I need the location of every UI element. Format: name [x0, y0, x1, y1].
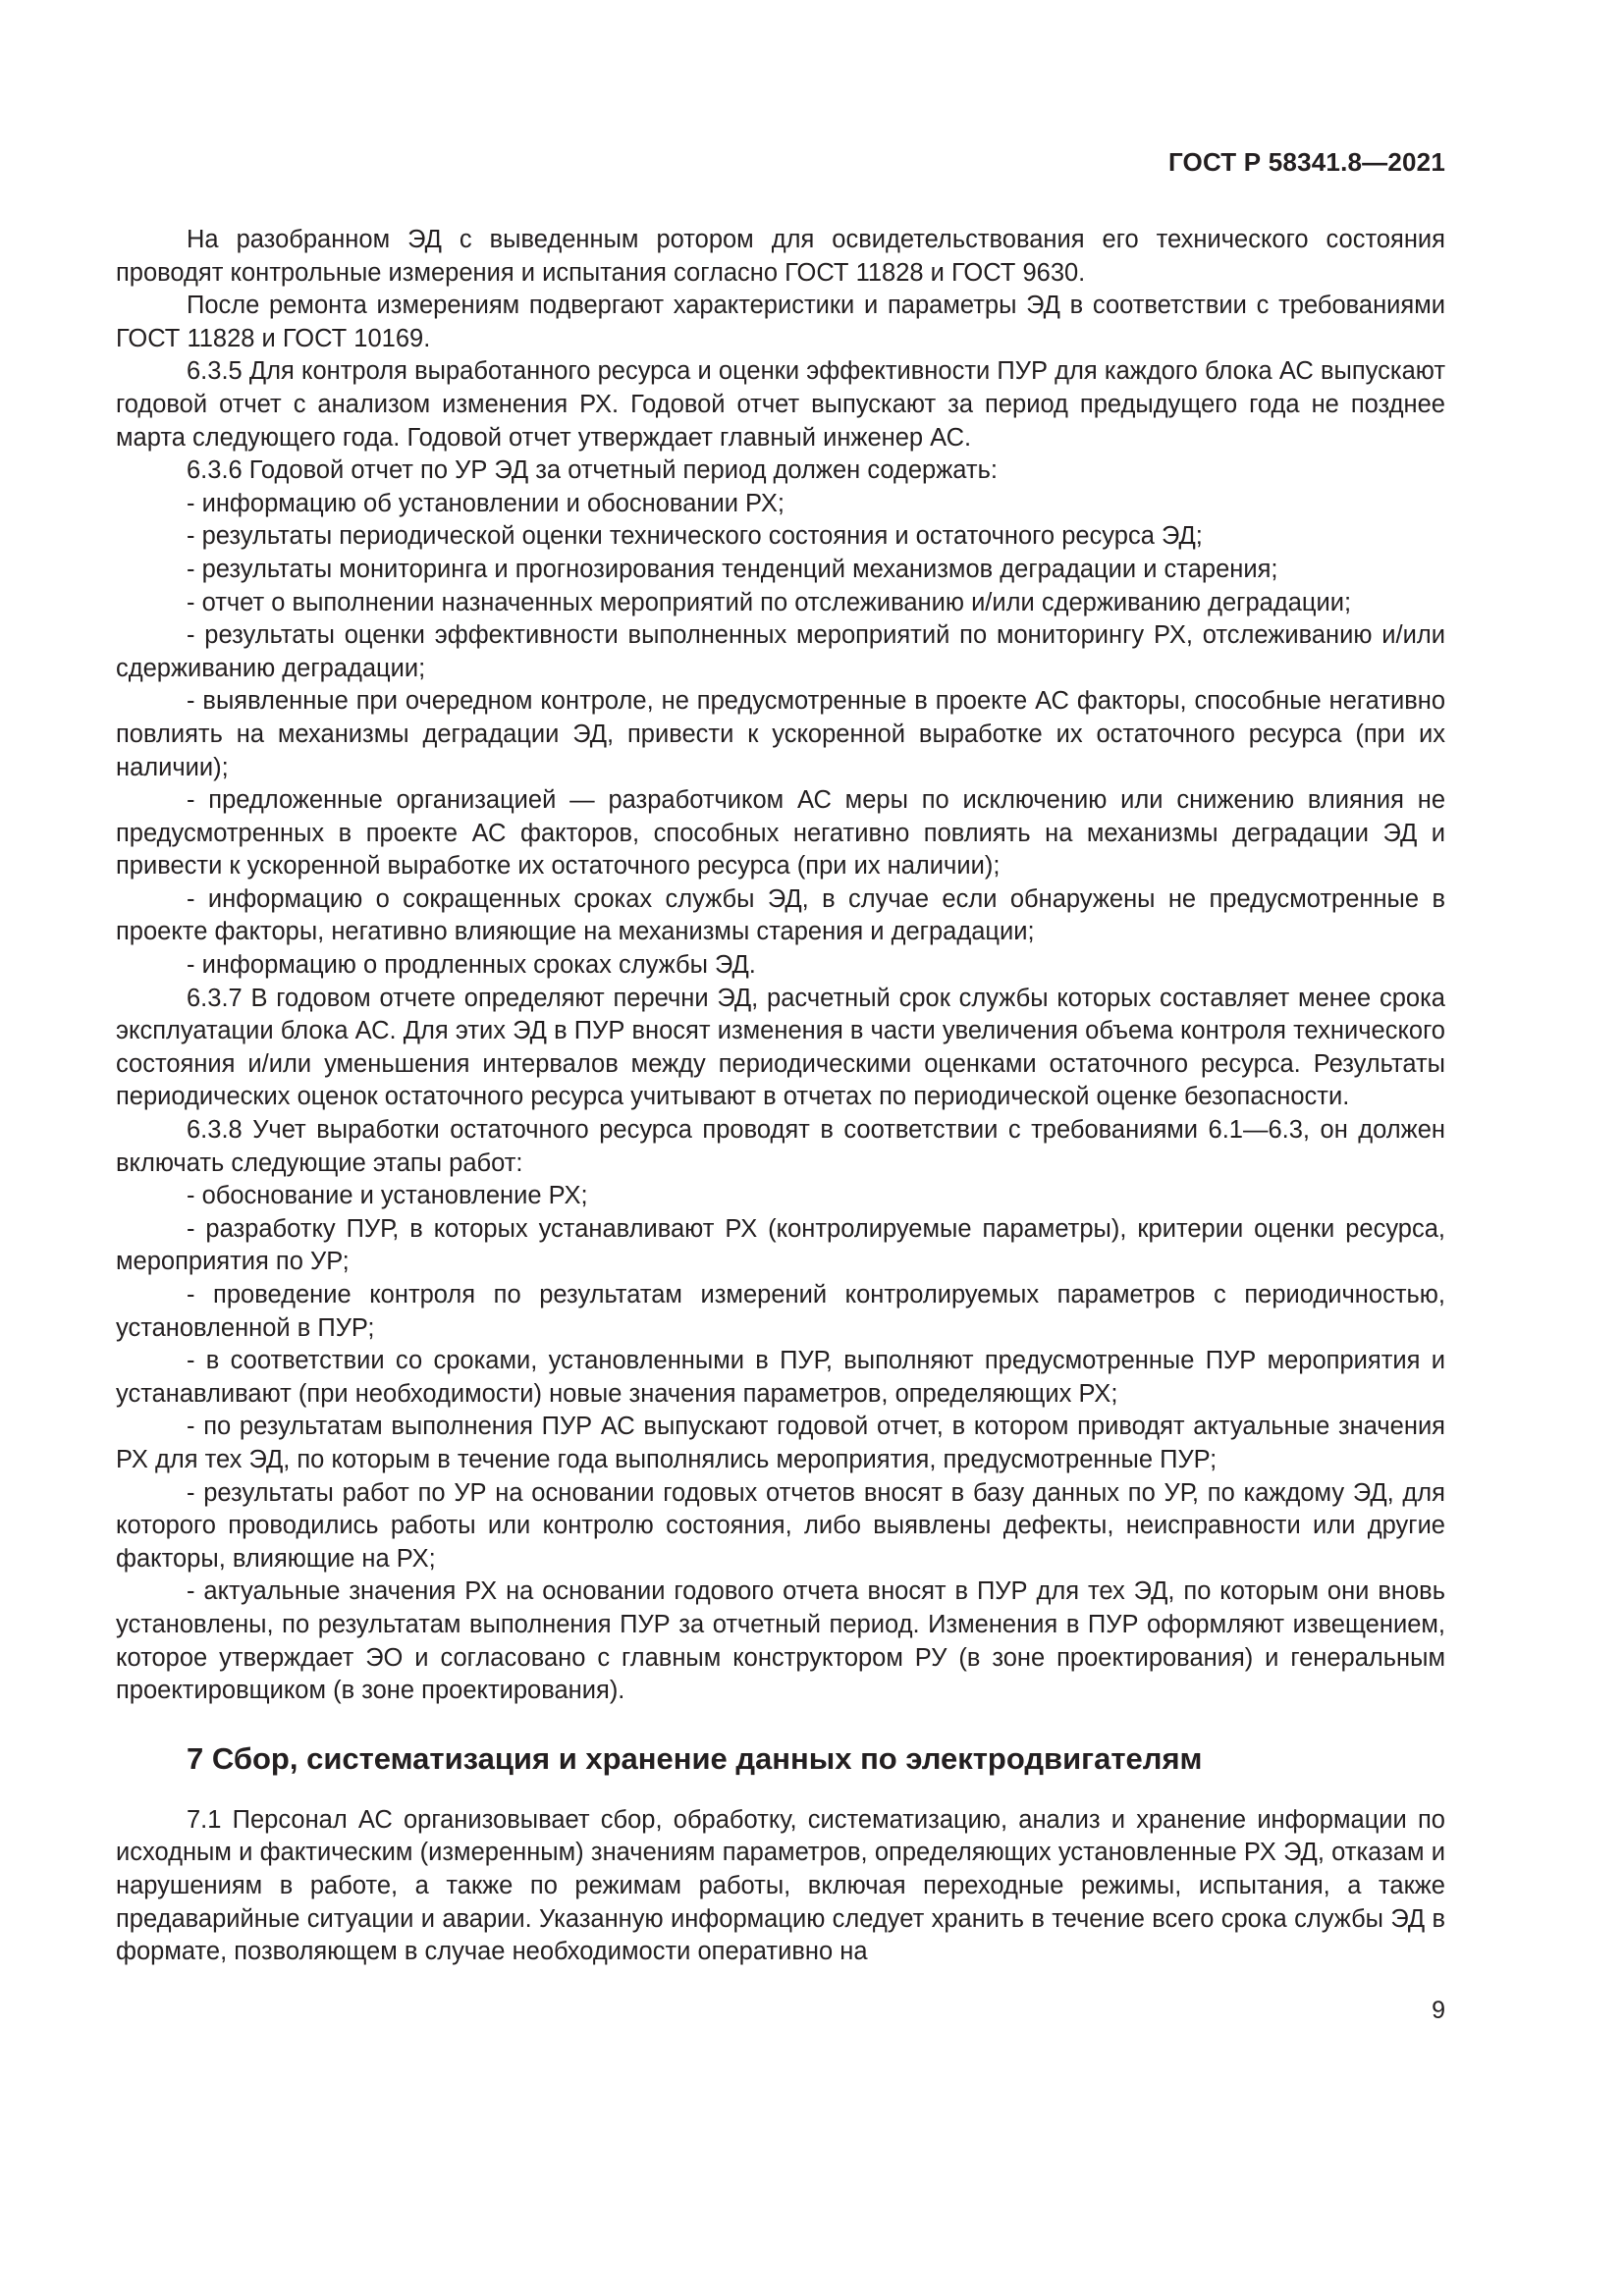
list-item: - в соответствии со сроками, установленными в ПУР, выполняют предусмотренные ПУР мероприятия и устанавливают (при необходимости) новые значения параметров, определяющих РХ; [116, 1347, 1445, 1408]
list-item: - по результатам выполнения ПУР АС выпускают годовой отчет, в котором приводят актуальные значения РХ для тех ЭД, по которым в течение года выполнялись мероприятия, предусмотренные ПУР; [116, 1413, 1445, 1473]
list-item: - актуальные значения РХ на основании годового отчета вносят в ПУР для тех ЭД, по которым они вновь установлены, по результатам выполнения ПУР за отчетный период. Изменения в ПУР оформляют извещением, которое утверждает ЭО и согласовано с главным конструктором РУ (в зоне проектирования) и генеральным проектировщиком (в зоне проектирования). [116, 1577, 1445, 1705]
list-item: - предложенные организацией — разработчиком АС меры по исключению или снижению влияния не предусмотренных в проекте АС факторов, способных негативно повлиять на механизмы деградации ЭД и привести к ускоренной выработке их остаточного ресурса (при их наличии); [116, 786, 1445, 881]
document-body [116, 224, 1445, 1969]
list-item: - информацию о сокращенных сроках службы ЭД, в случае если обнаружены не предусмотренные в проекте факторы, негативно влияющие на механизмы старения и деградации; [116, 884, 1445, 946]
paragraph: После ремонта измерениям подвергают характеристики и параметры ЭД в соответствии с требованиями ГОСТ 11828 и ГОСТ 10169. [116, 292, 1445, 352]
list-item: - выявленные при очередном контроле, не предусмотренные в проекте АС факторы, способные негативно повлиять на механизмы деградации ЭД, привести к ускоренной выработке их остаточного ресурса (при их наличии); [116, 687, 1445, 781]
list-item: - результаты работ по УР на основании годовых отчетов вносят в базу данных по УР, по каждому ЭД, для которого проводились работы или контролю состояния, либо выявлены дефекты, неисправности или другие факторы, влияющие на РХ; [116, 1478, 1445, 1573]
paragraph: 6.3.7 В годовом отчете определяют перечни ЭД, расчетный срок службы которых составляет менее срока эксплуатации блока АС. Для этих ЭД в ПУР вносят изменения в части увеличения объема контроля технического состояния и/или уменьшения интервалов между периодическими оценками остаточного ресурса. Результаты периодических оценок остаточного ресурса учитывают в отчетах по периодической оценке безопасности. [116, 984, 1445, 1111]
paragraph: 7.1 Персонал АС организовывает сбор, обработку, систематизацию, анализ и хранение информации по исходным и фактическим (измеренным) значениям параметров, определяющих установленные РХ ЭД, отказам и нарушениям в работе, а также по режимам работы, включая переходные режимы, испытания, а также предаварийные ситуации и аварии. Указанную информацию следует хранить в течение всего срока службы ЭД в формате, позволяющем в случае необходимости оперативно на [116, 1805, 1445, 1966]
paragraph: 6.3.6 Годовой отчет по УР ЭД за отчетный период должен содержать: [187, 456, 998, 485]
document-header: ГОСТ Р 58341.8—2021 [1167, 147, 1445, 177]
page-number: 9 [1432, 1997, 1445, 2024]
paragraph: На разобранном ЭД с выведенным ротором для освидетельствования его технического состояния проводят контрольные измерения и испытания согласно ГОСТ 11828 и ГОСТ 9630. [116, 226, 1445, 287]
section-heading: 7 Сбор, систематизация и хранение данных по электродвигателям [187, 1740, 1203, 1776]
list-item: - обоснование и установление РХ; [187, 1182, 588, 1210]
list-item: - результаты оценки эффективности выполненных мероприятий по мониторингу РХ, отслеживанию и/или сдерживанию деградации; [116, 621, 1445, 682]
paragraph: 6.3.8 Учет выработки остаточного ресурса проводят в соответствии с требованиями 6.1—6.3, он должен включать следующие этапы работ: [116, 1116, 1445, 1177]
paragraph: 6.3.5 Для контроля выработанного ресурса и оценки эффективности ПУР для каждого блока АС выпускают годовой отчет с анализом изменения РХ. Годовой отчет выпускают за период предыдущего года не позднее марта следующего года. Годовой отчет утверждает главный инженер АС. [116, 357, 1445, 452]
list-item: - проведение контроля по результатам измерений контролируемых параметров с периодичностью, установленной в ПУР; [116, 1281, 1445, 1342]
list-item: - разработку ПУР, в которых устанавливают РХ (контролируемые параметры), критерии оценки ресурса, мероприятия по УР; [116, 1214, 1445, 1276]
list-item: - информацию о продленных сроках службы ЭД. [187, 951, 756, 980]
list-item: - результаты периодической оценки технического состояния и остаточного ресурса ЭД; [187, 522, 1203, 551]
list-item: - информацию об установлении и обосновании РХ; [187, 489, 785, 517]
list-item: - отчет о выполнении назначенных мероприятий по отслеживанию и/или сдерживанию деградации; [187, 588, 1352, 616]
list-item: - результаты мониторинга и прогнозирования тенденций механизмов деградации и старения; [187, 555, 1278, 583]
